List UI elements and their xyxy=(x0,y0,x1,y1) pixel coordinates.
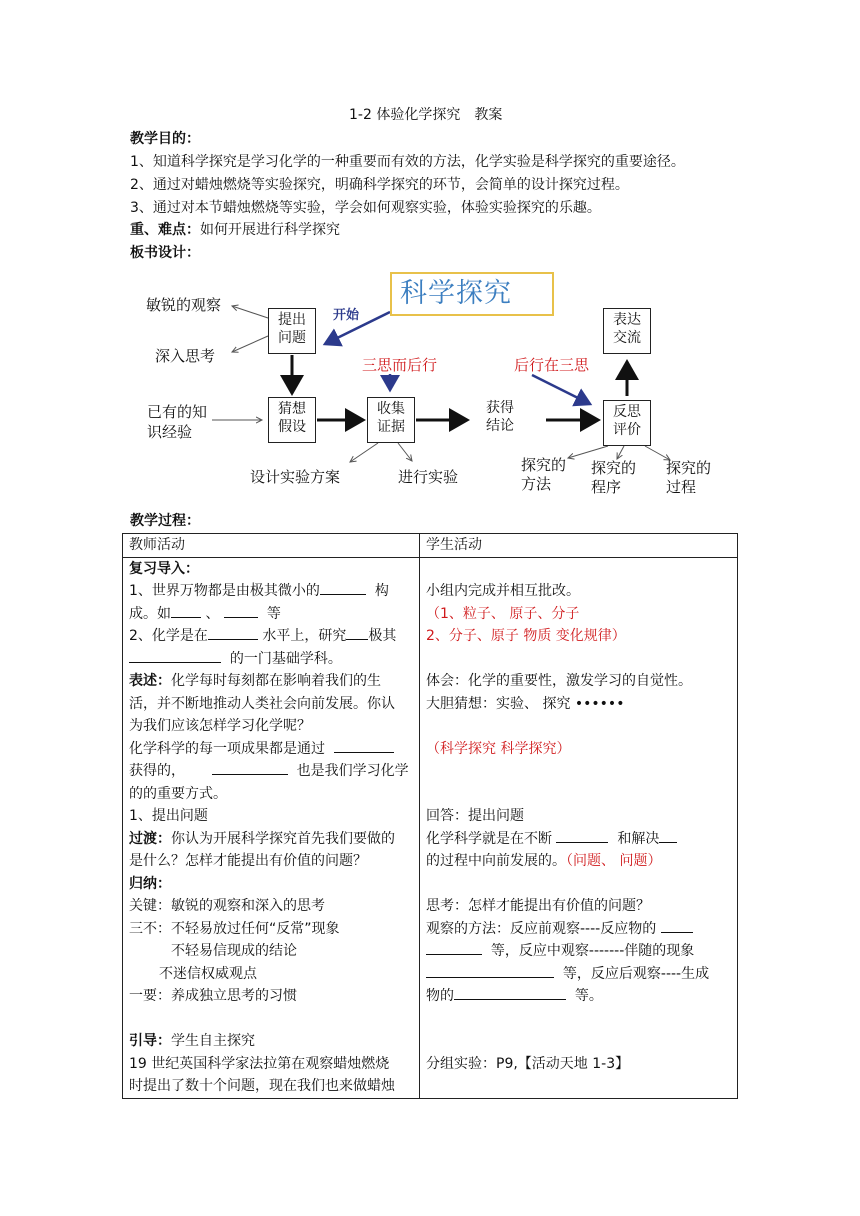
q1-text-c: 成。如 xyxy=(129,605,171,622)
trans-text-2: 是什么？怎样才能提出有价值的问题？ xyxy=(129,853,367,869)
sci-answer-line2 xyxy=(426,850,731,873)
box-ask-line2: 问题 xyxy=(278,330,306,346)
header-student: 学生活动 xyxy=(420,534,738,558)
box-conclude-line1: 获得 xyxy=(486,400,514,416)
process-heading: 教学过程： xyxy=(130,513,200,529)
method-line1: 探究的 xyxy=(521,456,567,474)
blank xyxy=(224,603,258,618)
lab-text: 分组实验：P9,【活动天地 1-3】 xyxy=(426,1055,630,1072)
prior-line1: 已有的知 xyxy=(147,403,208,421)
guide-text: 学生自主探究 xyxy=(171,1033,255,1049)
procedure-line2: 程序 xyxy=(591,478,622,496)
sci-text-2b: 也是我们学习化学 xyxy=(296,763,409,779)
blank xyxy=(454,985,566,1000)
box-conclusion xyxy=(476,396,524,442)
label-deep-thinking: 深入思考 xyxy=(155,347,216,365)
box-hypothesis xyxy=(268,397,316,443)
diagram-center-title: 科学探究 xyxy=(390,272,554,316)
answer-3: （科学探究 科学探究） xyxy=(426,740,571,757)
obs-text-4b: 等。 xyxy=(574,988,603,1004)
blank xyxy=(129,648,221,663)
step1-text: 1、提出问题 xyxy=(129,808,208,824)
board-heading: 板书设计： xyxy=(130,245,200,261)
sci-text-1: 化学科学的每一项成果都是通过 xyxy=(129,740,325,757)
sci-text-3: 的的重要方式。 xyxy=(129,785,227,802)
faraday-text-1: 19 世纪英国科学家法拉第在观察蜡烛燃烧 xyxy=(129,1055,390,1072)
obs-line1 xyxy=(426,918,731,941)
sci-line2 xyxy=(129,760,413,783)
state-text-1: 化学每时每刻都在影响着我们的生 xyxy=(171,673,381,689)
table-header-row xyxy=(123,534,738,558)
one-text: 一要：养成独立思考的习惯 xyxy=(129,988,297,1004)
state-text-2: 活，并不断地推动人类社会向前发展。你认 xyxy=(129,695,395,712)
keypoint-text: 如何开展进行科学探究 xyxy=(200,222,340,238)
obs-line3 xyxy=(426,963,731,986)
blank xyxy=(661,918,693,933)
q2-text-d: 的一门基础学科。 xyxy=(229,650,342,667)
trans-label: 过渡： xyxy=(129,830,171,847)
header-teacher: 教师活动 xyxy=(123,534,420,558)
guide-line xyxy=(129,1030,413,1053)
objectives-heading: 教学目的： xyxy=(130,131,200,147)
q2-line1 xyxy=(129,625,413,648)
obs-line2 xyxy=(426,940,731,963)
prior-line2: 识经验 xyxy=(147,423,193,441)
three-text-3: 不迷信权威观点 xyxy=(159,965,257,982)
label-process xyxy=(666,459,711,497)
label-procedure xyxy=(591,459,636,497)
box-ask-line1: 提出 xyxy=(278,312,306,328)
process-line1: 探究的 xyxy=(666,459,712,477)
objective-2: 2、通过对蜡烛燃烧等实验探究，明确科学探究的环节，会简单的设计探究过程。 xyxy=(130,177,629,193)
box-express-line2: 交流 xyxy=(613,330,641,346)
objective-1: 1、知道科学探究是学习化学的一种重要而有效的方法，化学实验是科学探究的重要途径。 xyxy=(130,154,685,170)
method-line2: 方法 xyxy=(521,475,552,493)
state-text-3: 为我们应该怎样学习化学呢？ xyxy=(129,718,311,734)
trans-text-1: 你认为开展科学探究首先我们要做的 xyxy=(171,830,395,847)
box-reflect-line1: 反思 xyxy=(613,404,641,420)
q1-line1 xyxy=(129,580,413,603)
think-before-label: 三思而后行 xyxy=(362,356,438,374)
box-conclude-line2: 结论 xyxy=(486,418,514,434)
sci-answer-line1 xyxy=(426,828,731,851)
label-do-experiment: 进行实验 xyxy=(398,468,459,486)
box-reflect xyxy=(603,400,651,446)
sci-answer-c: 的过程中向前发展的。 xyxy=(426,853,566,869)
faraday-text-2: 时提出了数十个问题，现在我们也来做蜡烛 xyxy=(129,1078,395,1094)
box-collect-line1: 收集 xyxy=(377,401,405,417)
trans-line1 xyxy=(129,828,413,851)
answer-2: 2、分子、原子 物质 变化规律） xyxy=(426,628,626,644)
q1-text-e: 等 xyxy=(266,605,281,622)
think-after-label: 后行在三思 xyxy=(514,356,590,374)
obs-line4 xyxy=(426,985,731,1008)
three-text-2: 不轻易信现成的结论 xyxy=(171,943,297,959)
blank xyxy=(426,940,482,955)
blank xyxy=(426,963,554,978)
student-activity-cell xyxy=(420,557,738,1098)
doc-title: 1-2 体验化学探究 教案 xyxy=(349,107,503,123)
think-text: 思考：怎样才能提出有价值的问题？ xyxy=(426,898,650,914)
obs-text-3: 等，反应后观察----生成 xyxy=(562,965,710,982)
guess-text: 大胆猜想：实验、 探究 •••••• xyxy=(426,695,625,712)
q1-text-d: 、 xyxy=(205,605,220,622)
blank xyxy=(659,828,677,843)
procedure-line1: 探究的 xyxy=(591,459,637,477)
q1-text-b: 构 xyxy=(374,583,389,599)
label-sharp-observation: 敏锐的观察 xyxy=(146,296,222,314)
box-express-line1: 表达 xyxy=(613,312,641,328)
process-line2: 过程 xyxy=(666,478,697,496)
blank xyxy=(334,738,394,753)
answer-4: （问题、 问题） xyxy=(566,853,662,869)
teacher-activity-cell xyxy=(123,557,420,1098)
sum-label: 归纳： xyxy=(129,875,171,892)
state-label: 表述： xyxy=(129,673,171,689)
process-table xyxy=(122,533,738,1099)
review-label: 复习导入： xyxy=(129,560,199,577)
obs-text-1: 观察的方法：反应前观察----反应物的 xyxy=(426,920,657,937)
q2-text-a: 2、化学是在 xyxy=(129,628,208,644)
blank xyxy=(212,760,288,775)
objective-3: 3、通过对本节蜡烛燃烧等实验，学会如何观察实验，体验实验探究的乐趣。 xyxy=(130,200,601,216)
blank xyxy=(346,625,368,640)
diagram-arrows xyxy=(0,0,860,520)
reply-text: 回答：提出问题 xyxy=(426,808,524,824)
box-guess-line2: 假设 xyxy=(278,419,306,435)
box-express xyxy=(603,308,651,354)
blank xyxy=(171,603,201,618)
box-guess-line1: 猜想 xyxy=(278,401,306,417)
label-method xyxy=(521,456,566,494)
box-ask-question xyxy=(268,308,316,354)
key-text: 关键：敏锐的观察和深入的思考 xyxy=(129,898,325,914)
q2-text-b: 水平上，研究 xyxy=(262,628,347,644)
box-collect-evidence xyxy=(367,397,415,443)
q1-text-a: 1、世界万物都是由极其微小的 xyxy=(129,583,320,599)
box-collect-line2: 证据 xyxy=(377,419,405,435)
guide-label: 引导： xyxy=(129,1033,171,1049)
start-label: 开始 xyxy=(333,308,360,323)
feel-text: 体会：化学的重要性，激发学习的自觉性。 xyxy=(426,673,692,689)
table-row xyxy=(123,557,738,1098)
state-line1 xyxy=(129,670,413,693)
blank xyxy=(320,580,366,595)
box-reflect-line2: 评价 xyxy=(613,422,641,438)
obs-text-2: 等，反应中观察-------伴随的现象 xyxy=(490,943,695,959)
q2-line2 xyxy=(129,648,413,671)
sci-answer-a: 化学科学就是在不断 xyxy=(426,830,552,847)
label-prior-knowledge xyxy=(147,402,207,442)
label-design-experiment: 设计实验方案 xyxy=(250,468,341,486)
blank xyxy=(556,828,608,843)
answer-1: （1、粒子、 原子、分子 xyxy=(426,605,580,622)
keypoint-label: 重、难点： xyxy=(130,222,200,238)
sci-text-2a: 获得的， xyxy=(129,763,185,779)
sci-answer-b: 和解决 xyxy=(617,830,660,847)
three-text-1: 三不：不轻易放过任何“反常”现象 xyxy=(129,920,340,937)
obs-text-4a: 物的 xyxy=(426,988,454,1004)
blank xyxy=(208,625,258,640)
group-text: 小组内完成并相互批改。 xyxy=(426,583,580,599)
sci-line1 xyxy=(129,738,413,761)
q1-line2 xyxy=(129,603,413,626)
q2-text-c: 极其 xyxy=(368,628,397,644)
